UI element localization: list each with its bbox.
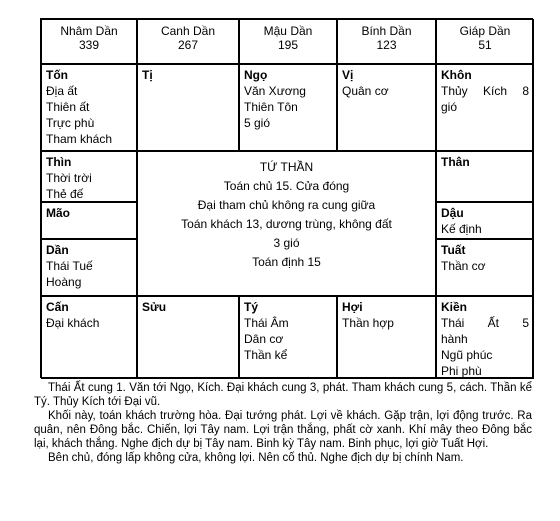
- cell-ty: [239, 296, 337, 379]
- cell-tuat: [436, 239, 534, 296]
- paragraph: Bên chủ, đóng lấp không cửa, không lợi. Nên cố thủ. Nghe địch dự bị chính Nam.: [48, 452, 464, 464]
- cell-line: Kế định: [441, 222, 482, 236]
- header-cell-4: [337, 19, 436, 64]
- cell-suu: [137, 296, 239, 379]
- cell-title: Sửu: [142, 300, 167, 314]
- cell-line: Quân cơ: [342, 84, 389, 98]
- cell-line: Thiên Tôn: [244, 100, 298, 114]
- header-name: Giáp Dần: [459, 24, 511, 38]
- cell-title: Khôn: [441, 68, 472, 82]
- cell-line: Thái Ất 5: [441, 316, 529, 330]
- header-name: Nhâm Dần: [60, 24, 118, 38]
- cell-line: Thần hợp: [342, 316, 394, 330]
- cell-title: Thân: [441, 155, 470, 169]
- cell-can: [41, 296, 137, 379]
- header-cell-3: [239, 19, 337, 64]
- cell-title: Tốn: [46, 68, 68, 82]
- cell-line: Văn Xương: [244, 84, 306, 98]
- cell-line: Thẻ đế: [46, 187, 84, 201]
- header-number: 339: [78, 38, 100, 52]
- center-line: Toán khách 13, dương trùng, không đất: [181, 217, 392, 231]
- header-cell-2: [137, 19, 239, 64]
- cell-line: Thời trời: [46, 171, 92, 185]
- cell-title: Tý: [244, 300, 259, 314]
- cell-line: Thái Tuế: [46, 259, 93, 273]
- center-title: TỨ THẦN: [259, 160, 314, 174]
- cell-line: Thủy Kích 8: [441, 84, 529, 98]
- cell-ton: [41, 64, 137, 151]
- header-number: 51: [478, 38, 492, 52]
- cell-title: Dần: [46, 243, 69, 257]
- cell-line: Ngũ phúc: [441, 348, 493, 362]
- cell-line: Dân cơ: [244, 332, 284, 346]
- cell-thin: [41, 151, 137, 202]
- center-line: Đại tham chủ không ra cung giữa: [197, 198, 376, 212]
- cell-title: Tuất: [441, 243, 466, 257]
- center-line: Toán định 15: [252, 255, 321, 269]
- header-number: 123: [376, 38, 397, 52]
- cell-title: Mão: [46, 206, 70, 220]
- header-name: Mậu Dần: [263, 24, 313, 38]
- cell-line: Thái Âm: [244, 316, 289, 330]
- cell-ti: [137, 64, 239, 151]
- header-cell-5: [436, 19, 534, 64]
- divination-grid: [40, 18, 533, 378]
- cell-line: gió: [441, 100, 458, 114]
- header-number: 267: [177, 38, 199, 52]
- body-text: [34, 381, 532, 465]
- cell-line: Hoàng: [46, 275, 82, 289]
- cell-kien: [436, 296, 534, 379]
- cell-title: Ngọ: [244, 68, 268, 82]
- center-line: Toán chủ 15. Cửa đóng: [223, 179, 350, 193]
- cell-title: Dậu: [441, 206, 464, 220]
- cell-title: Cấn: [46, 300, 69, 314]
- cell-line: Trực phù: [46, 116, 95, 130]
- cell-title: Kiền: [441, 300, 468, 314]
- cell-line: Phi phù: [441, 364, 482, 378]
- cell-title: Thìn: [46, 155, 72, 169]
- cell-line: Tham khách: [46, 132, 113, 146]
- cell-dau: [436, 202, 534, 239]
- cell-khon: [436, 64, 534, 151]
- cell-line: Địa ất: [46, 84, 78, 98]
- cell-line: Thần kể: [244, 348, 288, 362]
- center-line: 3 gió: [273, 236, 300, 250]
- cell-line: Thần cơ: [441, 259, 486, 273]
- cell-dan: [41, 239, 137, 296]
- center-cell: [137, 151, 436, 296]
- header-number: 195: [277, 38, 299, 52]
- cell-line: Thiên ất: [46, 100, 90, 114]
- cell-line: hành: [441, 332, 468, 346]
- cell-line: Đại khách: [46, 316, 100, 330]
- paragraph: Thái Ất cung 1. Văn tới Ngọ, Kích. Đại khách cung 3, phát. Tham khách cung 5, cách. Thần kể Tý. Thủy Kích tới Đại vũ.: [34, 382, 532, 408]
- header-cell-1: [41, 19, 137, 64]
- cell-than: [436, 151, 534, 202]
- cell-hoi: [337, 296, 436, 379]
- paragraph: Khối này, toán khách trường hòa. Đại tướng phát. Lợi về khách. Gặp trận, lợi động trước. Ra quân, nên Đông bắc. Chiến, lợi Tây nam. Lợi trận thắng, phất cờ xanh. Khí mây theo Đông bắc lại, khách thắng. Nghe địch dự bị Tây nam. Binh kỳ Tây nam. Binh phục, lợi giờ Tuất Hợi.: [34, 410, 532, 450]
- cell-mao: [41, 202, 137, 239]
- cell-vi: [337, 64, 436, 151]
- cell-title: Vị: [342, 68, 354, 82]
- cell-ngo: [239, 64, 337, 151]
- header-name: Canh Dần: [160, 24, 216, 38]
- header-name: Bính Dần: [361, 24, 412, 38]
- cell-line: 5 gió: [244, 116, 271, 130]
- cell-title: Tị: [142, 68, 153, 82]
- cell-title: Hợi: [342, 300, 363, 314]
